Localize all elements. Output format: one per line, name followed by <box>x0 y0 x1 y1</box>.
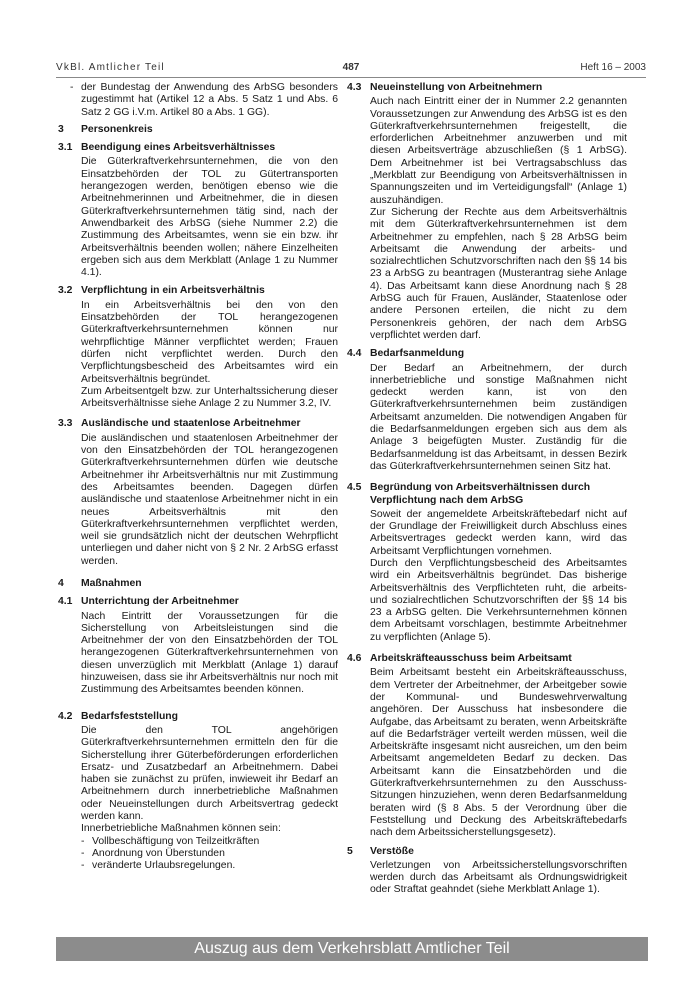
section-4-4-heading: 4.4 Bedarfsanmeldung <box>347 348 465 360</box>
section-4-3-text-2: Zur Sicherung der Rechte aus dem Arbeitsverhältnis mit dem Güterkraftverkehrsunternehmen ist dem Arbeitnehmer zu empfehlen, nach § 28 ArbSG beim Arbeitsamt die Anwendung der arbeits- und sozialrechtlichen Schutzvorschriften nach den §§ 14 bis 23 a ArbSG zu beantragen (Musterantrag siehe Anlage 4). Das Arbeitsamt kann diese Anordnung nach § 28 ArbSG auch für Frauen, Ausländer, Staatenlose oder andere Personen erteilen, die nicht zu dem Personenkreis gehören, der nach dem ArbSG verpflichtet werden darf. <box>370 206 627 341</box>
section-4-5-heading: 4.5 Begründung von Arbeitsverhältnissen durch Verpflichtung nach dem ArbSG <box>347 482 591 506</box>
journal-title: VkBl. Amtlicher Teil <box>56 62 165 73</box>
section-4-5-text-2: Durch den Verpflichtungsbescheid des Arbeitsamtes wird ein Arbeitsverhältnis begründet. Das bisherige Arbeitsverhältnis des Verpflichteten ruht, die arbeits- und sozialrechtlichen Schutzvorschriften der §§ 14 bis 23 a ArbSG gelten. Die Verkehrsunternehmen können dem Arbeitsamt vorschlagen, bestimmte Arbeitnehmer zu verpflichten (Anlage 5). <box>370 557 627 643</box>
section-5-text: Verletzungen von Arbeitssicherstellungsvorschriften werden durch das Arbeitsamt als Ordnungswidrigkeit oder Straftat geahndet (siehe Merkblatt Anlage 1). <box>370 859 627 896</box>
section-4-2-text: Die den TOL angehörigen Güterkraftverkehrsunternehmen ermitteln den für die Sicherstellung ihrer Güterbeförderungen erforderlichen Ersatz- und Zusatzbedarf an Arbeitnehmern. Dabei haben sie zunächst zu prüfen, inwieweit ihr Bedarf an Arbeitnehmern durch innerbetriebliche Maßnahmen oder Neueinstellungen durch Arbeitsvertrag gedeckt werden kann. <box>81 724 338 823</box>
list-item: - Vollbeschäftigung von Teilzeitkräften <box>81 835 260 847</box>
section-4-heading: 4 Maßnahmen <box>58 577 142 589</box>
list-item: - der Bundestag der Anwendung des ArbSG besonders zugestimmt hat (Artikel 12 a Abs. 5 Satz 1 und Abs. 6 Satz 2 GG i.V.m. Artikel 80 a Abs. 1 GG). <box>70 82 338 118</box>
section-3-1-text: Die Güterkraftverkehrsunternehmen, die von den Einsatzbehörden der TOL zu Gütertransporten herangezogen werden, benötigen ebenso wie die Arbeitnehmerinnen und Arbeitnehmer, die in diesen Güterkraftverkehrsunternehmen tätig sind, nach der Anwendbarkeit des ArbSG (siehe Nummer 2.2) die Zustimmung des Arbeitsamtes, wenn sie ein bzw. ihr Arbeitsverhältnis beenden wollen; nähere Einzelheiten ergeben sich aus dem Merkblatt (Anlage 1 zu Nummer 4.1). <box>81 156 338 279</box>
footer-banner: Auszug aus dem Verkehrsblatt Amtlicher Teil <box>56 937 648 961</box>
left-column <box>58 82 338 873</box>
header-rule <box>56 77 646 78</box>
list-item: - Anordnung von Überstunden <box>81 847 225 859</box>
section-4-4-text: Der Bedarf an Arbeitnehmern, der durch innerbetriebliche und sonstige Maßnahmen nicht gedeckt werden kann, ist von den Güterkraftverkehrsunternehmen beim zuständigen Arbeitsamt anzumelden. Die notwendigen Angaben für die Bedarfsanmeldungen ergeben sich aus dem als Anlage 3 beigefügten Muster. Zuständig für die Bedarfsanmeldung ist das Arbeitsamt, in dessen Bezirk das Güterkraftverkehrsunternehmen seinen Sitz hat. <box>370 362 627 472</box>
section-3-2-heading: 3.2 Verpflichtung in ein Arbeitsverhältnis <box>58 285 265 297</box>
section-3-3-text: Die ausländischen und staatenlosen Arbeitnehmer der von den Einsatzbehörden der TOL herangezogenen Güterkraftverkehrsunternehmen dürfen wie deutsche Arbeitnehmer ihr Arbeitsverhältnis nur mit Zustimmung des Arbeitsamtes beenden. Dagegen dürfen ausländische und staatenlose Arbeitnehmer nicht in ein neues Arbeitsverhältnis mit den Güterkraftverkehrsunternehmen verpflichtet werden, weil sie grundsätzlich nicht der deutschen Wehrpflicht unterliegen und daher nicht von § 2 Nr. 2 ArbSG erfasst werden. <box>81 432 338 567</box>
issue-label: Heft 16 – 2003 <box>580 62 646 73</box>
section-4-3-heading: 4.3 Neueinstellung von Arbeitnehmern <box>347 82 543 93</box>
right-column <box>347 82 627 897</box>
section-4-5-text: Soweit der angemeldete Arbeitskräftebedarf nicht auf der Grundlage der Freiwilligkeit durch Abschluss eines Arbeitsvertrages gedeckt werden kann, wird das Arbeitsamt Verpflichtungen vornehmen. <box>370 508 627 557</box>
section-3-3-heading: 3.3 Ausländische und staatenlose Arbeitnehmer <box>58 418 301 430</box>
section-3-2-text-2: Zum Arbeitsentgelt bzw. zur Unterhaltssicherung dieser Arbeitsverhältnisse siehe Anlage 2 zu Nummer 3.2, IV. <box>81 385 338 410</box>
section-4-1-text: Nach Eintritt der Voraussetzungen für die Sicherstellung von Arbeitsleistungen sind die Arbeitnehmer der von den Einsatzbehörden der TOL herangezogenen Güterkraftverkehrsunternehmen von diesen unverzüglich mit Merkblatt (Anlage 1) darauf hinzuweisen, dass sie ihr Arbeitsverhältnis nur noch mit Zustimmung des Arbeitsamtes beenden können. <box>81 610 338 696</box>
list-item: - veränderte Urlaubsregelungen. <box>81 860 236 872</box>
section-3-1-heading: 3.1 Beendigung eines Arbeitsverhältnisses <box>58 142 276 154</box>
section-4-6-text: Beim Arbeitsamt besteht ein Arbeitskräfteausschuss, dem Vertreter der Arbeitnehmer, der Arbeitgeber sowie der Kommunal- und Bundeswehrverwaltung angehören. Der Ausschuss hat insbesondere die Aufgabe, das Arbeitsamt zu beraten, wenn Arbeitskräfte auf die Bedarfsträger verteilt werden müssen, weil die Arbeitskräfte insgesamt nicht ausreichen, um den beim Arbeitsamt angemeldeten Bedarf zu decken. Das Arbeitsamt kann die Einsatzbehörden und die Güterkraftverkehrsunternehmen zu den Ausschuss-Sitzungen hinzuziehen, wenn deren Bedarfsanmeldung beraten wird (§ 8 Abs. 5 der Verordnung über die Feststellung und Deckung des Arbeitskräftebedarfs nach dem Arbeitssicherstellungsgesetz). <box>370 667 627 839</box>
page-header <box>56 62 646 76</box>
intro-dash-text: der Bundestag der Anwendung des ArbSG besonders zugestimmt hat (Artikel 12 a Abs. 5 Satz 1 und Abs. 6 Satz 2 GG i.V.m. Artikel 80 a Abs. 1 GG). <box>81 82 338 118</box>
section-3-heading: 3 Personenkreis <box>58 123 153 135</box>
section-4-3-text: Auch nach Eintritt einer der in Nummer 2.2 genannten Voraussetzungen zur Anwendung des ArbSG ist es den Güterkraftverkehrsunternehmen freigestellt, die erforderlichen Arbeitnehmer anzuwerben und mit diesen Arbeitsverträge abzuschließen (§ 1 ArbSG). Dem Arbeitnehmer ist bei Vertragsabschluss das „Merkblatt zur Beendigung von Arbeitsverhältnissen in Spannungszeiten und im Verteidigungsfall“ (Anlage 1) auszuhändigen. <box>370 96 627 206</box>
page-number: 487 <box>342 62 360 73</box>
section-4-1-heading: 4.1 Unterrichtung der Arbeitnehmer <box>58 596 239 608</box>
section-4-2-heading: 4.2 Bedarfsfeststellung <box>58 710 179 722</box>
section-3-2-text: In ein Arbeitsverhältnis bei den von den Einsatzbehörden der TOL herangezogenen Güterkraftverkehrsunternehmen können nur wehrpflichtige Männer verpflichtet werden; Frauen dürfen nicht verpflichtet werden. Durch den Verpflichtungsbescheid des Arbeitsamtes wird ein Arbeitsverhältnis begründet. <box>81 299 338 385</box>
section-4-2-text-2: Innerbetriebliche Maßnahmen können sein: <box>81 823 281 835</box>
section-5-heading: 5 Verstöße <box>347 845 414 857</box>
section-4-6-heading: 4.6 Arbeitskräfteausschuss beim Arbeitsamt <box>347 653 572 665</box>
